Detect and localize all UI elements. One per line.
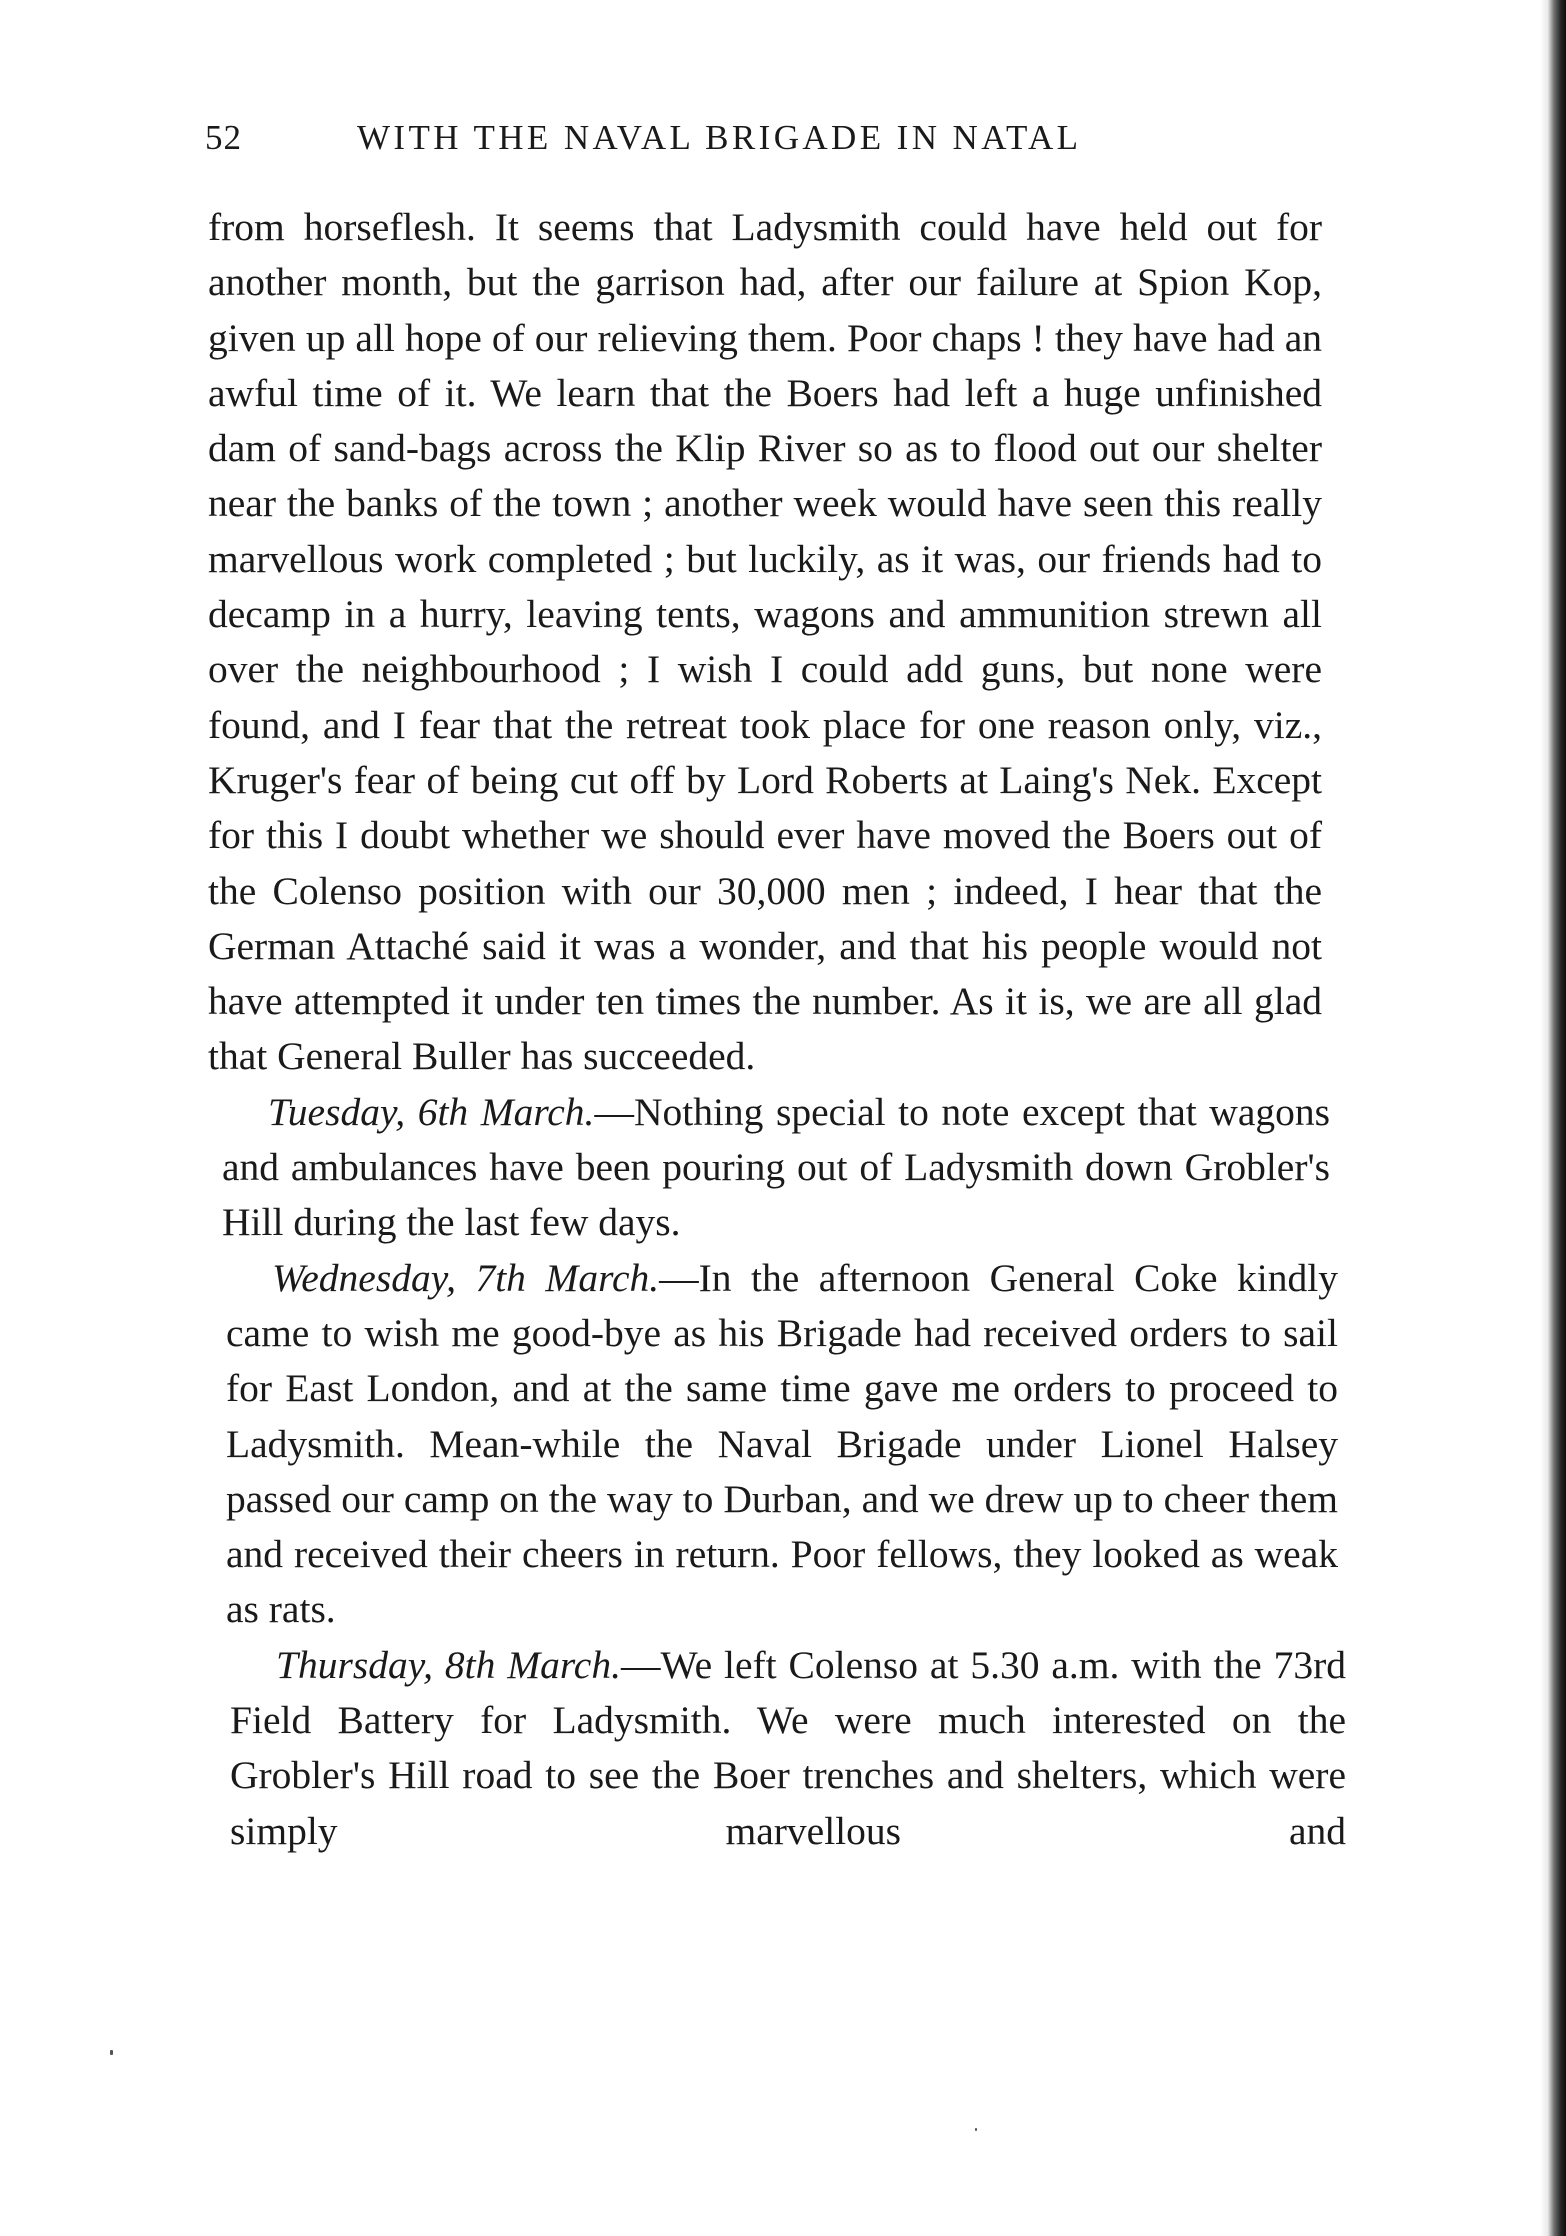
diary-entry-wednesday <box>226 1251 1338 1638</box>
entry-date: Wednesday, 7th March. <box>272 1255 660 1300</box>
page-number: 52 <box>205 118 242 157</box>
entry-text: —Nothing special to note except that wagons and ambulances have been pouring out of Ladysmith down Grobler's Hill during the last few days. <box>222 1089 1330 1245</box>
running-head: WITH THE NAVAL BRIGADE IN NATAL <box>357 118 1082 157</box>
print-speck <box>110 2050 113 2055</box>
entry-text: —We left Colenso at 5.30 a.m. with the 73rd Field Battery for Ladysmith. We were much interested on the Grobler's Hill road to see the Boer trenches and shelters, which were simply marvellous and <box>230 1642 1346 1853</box>
entry-text: —In the afternoon General Coke kindly came to wish me good-bye as his Brigade had received orders to sail for East London, and at the same time gave me orders to proceed to Ladysmith. Mean-while the Naval Brigade under Lionel Halsey passed our camp on the way to Durban, and we drew up to cheer them and received their cheers in return. Poor fellows, they looked as weak as rats. <box>226 1255 1338 1632</box>
entry-date: Thursday, 8th March. <box>276 1642 621 1687</box>
entry-date: Tuesday, 6th March. <box>268 1089 595 1134</box>
diary-entry-tuesday <box>222 1085 1330 1251</box>
print-speck <box>975 2128 977 2131</box>
page-binding-edge <box>1540 0 1566 2236</box>
paragraph-text: from horseflesh. It seems that Ladysmith could have held out for another month, but the garrison had, after our failure at Spion Kop, given up all hope of our relieving them. Poor chaps ! they have had an awful time of it. We learn that the Boers had left a huge unfinished dam of sand-bags across the Klip River so as to flood out our shelter near the banks of the town ; another week would have seen this really marvellous work completed ; but luckily, as it was, our friends had to decamp in a hurry, leaving tents, wagons and ammunition strewn all over the neighbourhood ; I wish I could add guns, but none were found, and I fear that the retreat took place for one reason only, viz., Kruger's fear of being cut off by Lord Roberts at Laing's Nek. Except for this I doubt whether we should ever have moved the Boers out of the Colenso position with our 30,000 men ; indeed, I hear that the German Attaché said it was a wonder, and that his people would not have attempted it under ten times the number. As it is, we are all glad that General Buller has succeeded. <box>208 205 1322 1079</box>
diary-entry-thursday <box>230 1638 1346 1859</box>
body-text <box>208 200 1346 1859</box>
paragraph-continuation <box>208 200 1322 1085</box>
page-header <box>205 118 1335 168</box>
